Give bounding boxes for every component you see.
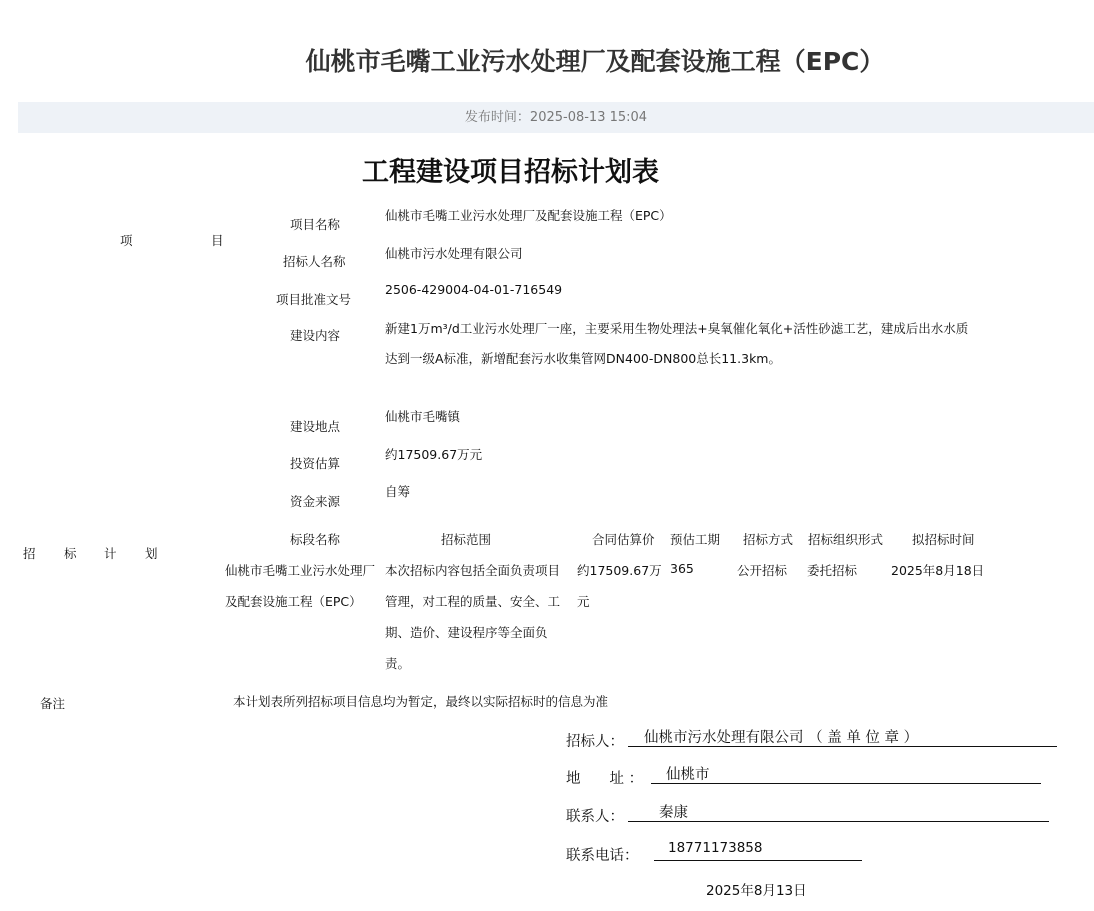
document-heading: 工程建设项目招标计划表: [362, 157, 659, 188]
plan-header-section-name: 标段名称: [290, 532, 341, 547]
tenderer-value: 仙桃市污水处理有限公司 （ 盖 单 位 章 ）: [644, 730, 919, 746]
section-label-project-char-1: 项: [120, 233, 133, 248]
phone-underline: [654, 841, 862, 861]
signature-date: 2025年8月13日: [706, 883, 807, 899]
section-label-project-char-2: 目: [211, 233, 224, 248]
value-construction-content-line-1: 新建1万m³/d工业污水处理厂一座，主要采用生物处理法+臭氧催化氧化+活性砂滤工艺，建成后出水水质: [385, 321, 969, 336]
address-label: 地 址 ：: [566, 771, 644, 787]
value-tenderer-name: 仙桃市污水处理有限公司: [385, 246, 523, 261]
plan-header-org-form: 招标组织形式: [808, 532, 884, 547]
publish-bar: [18, 102, 1094, 133]
contact-value: 秦康: [659, 805, 688, 821]
publish-info: [18, 102, 1094, 133]
label-fund-source: 资金来源: [290, 494, 341, 509]
plan-row-scope-line-4: 责。: [385, 656, 411, 671]
plan-header-scope: 招标范围: [441, 532, 492, 547]
label-investment-estimate: 投资估算: [290, 456, 341, 471]
label-approval-number: 项目批准文号: [276, 292, 352, 307]
value-construction-site: 仙桃市毛嘴镇: [385, 409, 461, 424]
plan-header-method: 招标方式: [743, 532, 794, 547]
publish-time: 2025-08-13 15:04: [529, 110, 648, 125]
plan-row-name-line-1: 仙桃市毛嘴工业污水处理厂: [225, 563, 376, 578]
plan-row-price-line-1: 约17509.67万: [577, 563, 662, 578]
plan-row-duration: 365: [670, 561, 694, 576]
label-project-name: 项目名称: [290, 217, 341, 232]
contact-label: 联系人：: [566, 809, 624, 825]
tenderer-label: 招标人：: [566, 734, 624, 750]
label-tenderer-name: 招标人名称: [283, 254, 346, 269]
plan-header-date: 拟招标时间: [912, 532, 975, 547]
tenderer-underline: [628, 727, 1057, 747]
section-label-plan-char-3: 计: [104, 546, 117, 561]
label-construction-site: 建设地点: [290, 419, 341, 434]
plan-row-scope-line-3: 期、造价、建设程序等全面负: [385, 625, 548, 640]
plan-header-duration: 预估工期: [670, 532, 721, 547]
address-underline: [651, 764, 1041, 784]
remarks-text: 本计划表所列招标项目信息均为暂定，最终以实际招标时的信息为准: [233, 694, 609, 709]
plan-header-contract-price: 合同估算价: [592, 532, 655, 547]
plan-row-method: 公开招标: [737, 563, 788, 578]
plan-row-price-line-2: 元: [577, 594, 590, 609]
value-fund-source: 自筹: [385, 484, 411, 499]
address-value: 仙桃市: [666, 767, 710, 783]
plan-row-scope-line-1: 本次招标内容包括全面负责项目: [385, 563, 561, 578]
phone-value: 18771173858: [668, 840, 763, 856]
phone-label: 联系电话：: [566, 848, 639, 864]
label-construction-content: 建设内容: [290, 328, 341, 343]
plan-row-scope-line-2: 管理，对工程的质量、安全、工: [385, 594, 561, 609]
publish-label: 发布时间：: [464, 110, 530, 125]
value-construction-content-line-2: 达到一级A标准，新增配套污水收集管网DN400-DN800总长11.3km。: [385, 351, 781, 366]
value-investment-estimate: 约17509.67万元: [385, 447, 483, 462]
plan-row-name-line-2: 及配套设施工程（EPC）: [225, 594, 362, 609]
contact-underline: [628, 802, 1049, 822]
section-label-plan-char-1: 招: [23, 546, 36, 561]
section-label-plan-char-4: 划: [145, 546, 158, 561]
section-label-plan-char-2: 标: [64, 546, 77, 561]
value-project-name: 仙桃市毛嘴工业污水处理厂及配套设施工程（EPC）: [385, 208, 672, 223]
plan-row-org-form: 委托招标: [807, 563, 858, 578]
value-approval-number: 2506-429004-04-01-716549: [385, 282, 563, 297]
plan-row-date: 2025年8月18日: [891, 563, 985, 578]
remarks-label: 备注: [40, 696, 66, 711]
page-title: 仙桃市毛嘴工业污水处理厂及配套设施工程（EPC）: [305, 47, 885, 76]
